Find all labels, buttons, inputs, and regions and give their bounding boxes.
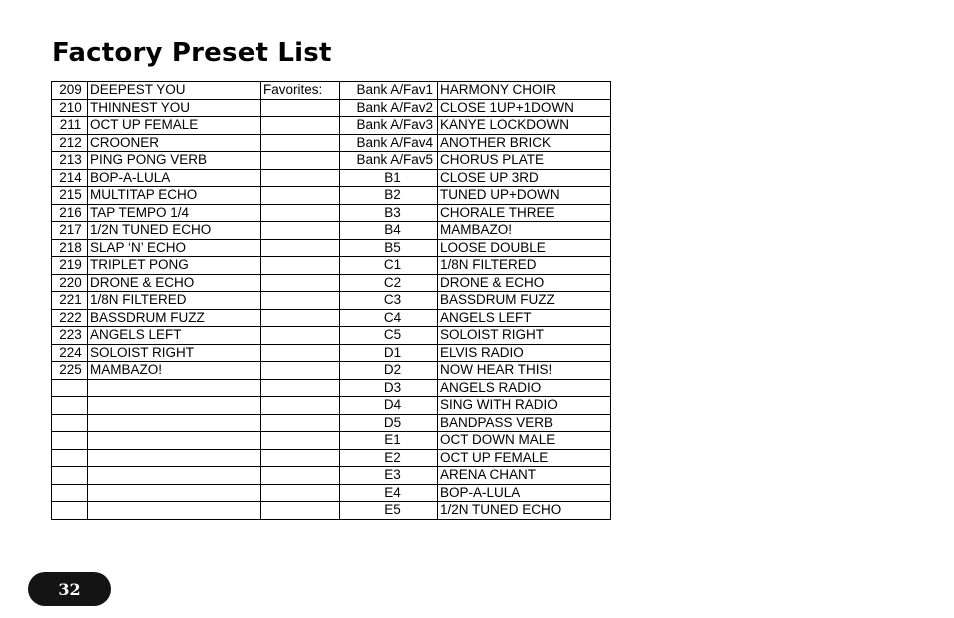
table-row xyxy=(52,187,611,205)
favorites-cell xyxy=(261,239,340,257)
bank-preset-name: OCT UP FEMALE xyxy=(438,449,611,467)
bank-preset-name: HARMONY CHOIR xyxy=(438,82,611,100)
bank-preset-name: LOOSE DOUBLE xyxy=(438,239,611,257)
table-row xyxy=(52,274,611,292)
preset-name: SLAP ‘N’ ECHO xyxy=(88,239,261,257)
bank-slot: D2 xyxy=(340,362,438,380)
table-row xyxy=(52,379,611,397)
table-row xyxy=(52,502,611,520)
bank-slot: Bank A/Fav2 xyxy=(340,99,438,117)
preset-name: CROONER xyxy=(88,134,261,152)
preset-number xyxy=(52,379,88,397)
preset-number: 216 xyxy=(52,204,88,222)
bank-slot: C2 xyxy=(340,274,438,292)
table-row xyxy=(52,327,611,345)
preset-name xyxy=(88,467,261,485)
preset-name: BASSDRUM FUZZ xyxy=(88,309,261,327)
preset-number xyxy=(52,502,88,520)
bank-preset-name: MAMBAZO! xyxy=(438,222,611,240)
bank-preset-name: ANGELS LEFT xyxy=(438,309,611,327)
bank-preset-name: OCT DOWN MALE xyxy=(438,432,611,450)
bank-slot: C1 xyxy=(340,257,438,275)
preset-number: 222 xyxy=(52,309,88,327)
favorites-cell xyxy=(261,484,340,502)
preset-name: ANGELS LEFT xyxy=(88,327,261,345)
favorites-cell xyxy=(261,134,340,152)
bank-slot: D3 xyxy=(340,379,438,397)
bank-preset-name: ANOTHER BRICK xyxy=(438,134,611,152)
preset-name: TRIPLET PONG xyxy=(88,257,261,275)
table-row xyxy=(52,152,611,170)
bank-preset-name: ELVIS RADIO xyxy=(438,344,611,362)
preset-number xyxy=(52,484,88,502)
preset-number: 214 xyxy=(52,169,88,187)
bank-preset-name: CHORUS PLATE xyxy=(438,152,611,170)
favorites-cell xyxy=(261,117,340,135)
table-row xyxy=(52,432,611,450)
bank-preset-name: TUNED UP+DOWN xyxy=(438,187,611,205)
bank-slot: E3 xyxy=(340,467,438,485)
bank-preset-name: BASSDRUM FUZZ xyxy=(438,292,611,310)
table-row xyxy=(52,484,611,502)
favorites-cell xyxy=(261,222,340,240)
favorites-cell xyxy=(261,397,340,415)
favorites-cell xyxy=(261,327,340,345)
bank-slot: B5 xyxy=(340,239,438,257)
favorites-cell xyxy=(261,414,340,432)
bank-slot: Bank A/Fav5 xyxy=(340,152,438,170)
preset-name: MAMBAZO! xyxy=(88,362,261,380)
favorites-cell xyxy=(261,152,340,170)
bank-slot: D1 xyxy=(340,344,438,362)
preset-name: THINNEST YOU xyxy=(88,99,261,117)
bank-slot: C5 xyxy=(340,327,438,345)
preset-number: 219 xyxy=(52,257,88,275)
preset-name: PING PONG VERB xyxy=(88,152,261,170)
preset-name: SOLOIST RIGHT xyxy=(88,344,261,362)
table-row xyxy=(52,169,611,187)
favorites-cell xyxy=(261,187,340,205)
preset-name xyxy=(88,397,261,415)
preset-number: 225 xyxy=(52,362,88,380)
favorites-cell xyxy=(261,379,340,397)
preset-number: 221 xyxy=(52,292,88,310)
preset-name: 1/8N FILTERED xyxy=(88,292,261,310)
preset-number xyxy=(52,397,88,415)
bank-preset-name: SOLOIST RIGHT xyxy=(438,327,611,345)
bank-slot: C3 xyxy=(340,292,438,310)
favorites-cell xyxy=(261,449,340,467)
preset-number: 223 xyxy=(52,327,88,345)
preset-name: MULTITAP ECHO xyxy=(88,187,261,205)
table-row xyxy=(52,362,611,380)
bank-slot: B2 xyxy=(340,187,438,205)
preset-number: 218 xyxy=(52,239,88,257)
bank-slot: B3 xyxy=(340,204,438,222)
bank-slot: D5 xyxy=(340,414,438,432)
preset-number: 213 xyxy=(52,152,88,170)
preset-number xyxy=(52,467,88,485)
preset-name: TAP TEMPO 1/4 xyxy=(88,204,261,222)
favorites-cell xyxy=(261,257,340,275)
favorites-cell xyxy=(261,169,340,187)
preset-name xyxy=(88,449,261,467)
favorites-cell xyxy=(261,344,340,362)
bank-slot: E4 xyxy=(340,484,438,502)
table-row xyxy=(52,344,611,362)
favorites-cell xyxy=(261,432,340,450)
bank-preset-name: CHORALE THREE xyxy=(438,204,611,222)
table-row xyxy=(52,117,611,135)
favorites-cell xyxy=(261,204,340,222)
favorites-cell xyxy=(261,99,340,117)
table-row xyxy=(52,239,611,257)
preset-number: 217 xyxy=(52,222,88,240)
preset-number xyxy=(52,432,88,450)
bank-preset-name: BOP-A-LULA xyxy=(438,484,611,502)
preset-number xyxy=(52,414,88,432)
preset-table-body xyxy=(52,82,611,520)
favorites-cell xyxy=(261,502,340,520)
favorites-cell xyxy=(261,274,340,292)
table-row xyxy=(52,467,611,485)
table-row xyxy=(52,134,611,152)
preset-name xyxy=(88,432,261,450)
table-row xyxy=(52,82,611,100)
bank-slot: C4 xyxy=(340,309,438,327)
bank-preset-name: 1/8N FILTERED xyxy=(438,257,611,275)
preset-name: DEEPEST YOU xyxy=(88,82,261,100)
table-row xyxy=(52,257,611,275)
preset-name xyxy=(88,379,261,397)
preset-number: 224 xyxy=(52,344,88,362)
bank-preset-name: ANGELS RADIO xyxy=(438,379,611,397)
table-row xyxy=(52,397,611,415)
preset-number: 209 xyxy=(52,82,88,100)
bank-preset-name: NOW HEAR THIS! xyxy=(438,362,611,380)
preset-name xyxy=(88,484,261,502)
bank-preset-name: SING WITH RADIO xyxy=(438,397,611,415)
bank-preset-name: ARENA CHANT xyxy=(438,467,611,485)
preset-name: 1/2N TUNED ECHO xyxy=(88,222,261,240)
table-row xyxy=(52,222,611,240)
preset-name: DRONE & ECHO xyxy=(88,274,261,292)
bank-slot: E1 xyxy=(340,432,438,450)
preset-number: 211 xyxy=(52,117,88,135)
favorites-cell: Favorites: xyxy=(261,82,340,100)
table-row xyxy=(52,309,611,327)
page-title: Factory Preset List xyxy=(52,38,332,68)
bank-slot: E2 xyxy=(340,449,438,467)
bank-slot: E5 xyxy=(340,502,438,520)
bank-slot: B4 xyxy=(340,222,438,240)
preset-number: 212 xyxy=(52,134,88,152)
table-row xyxy=(52,414,611,432)
bank-preset-name: DRONE & ECHO xyxy=(438,274,611,292)
table-row xyxy=(52,99,611,117)
preset-name xyxy=(88,502,261,520)
favorites-cell xyxy=(261,362,340,380)
bank-slot: Bank A/Fav1 xyxy=(340,82,438,100)
favorites-cell xyxy=(261,467,340,485)
preset-name xyxy=(88,414,261,432)
bank-slot: Bank A/Fav4 xyxy=(340,134,438,152)
favorites-cell xyxy=(261,292,340,310)
bank-preset-name: BANDPASS VERB xyxy=(438,414,611,432)
factory-preset-table xyxy=(51,81,611,520)
preset-number xyxy=(52,449,88,467)
preset-number: 215 xyxy=(52,187,88,205)
table-row xyxy=(52,449,611,467)
page-number: 32 xyxy=(58,579,81,599)
preset-number: 210 xyxy=(52,99,88,117)
favorites-cell xyxy=(261,309,340,327)
bank-preset-name: CLOSE 1UP+1DOWN xyxy=(438,99,611,117)
table-row xyxy=(52,204,611,222)
preset-number: 220 xyxy=(52,274,88,292)
preset-name: OCT UP FEMALE xyxy=(88,117,261,135)
bank-slot: Bank A/Fav3 xyxy=(340,117,438,135)
bank-preset-name: 1/2N TUNED ECHO xyxy=(438,502,611,520)
bank-preset-name: KANYE LOCKDOWN xyxy=(438,117,611,135)
page-number-badge xyxy=(28,572,111,606)
bank-slot: D4 xyxy=(340,397,438,415)
table-row xyxy=(52,292,611,310)
preset-name: BOP-A-LULA xyxy=(88,169,261,187)
bank-slot: B1 xyxy=(340,169,438,187)
bank-preset-name: CLOSE UP 3RD xyxy=(438,169,611,187)
